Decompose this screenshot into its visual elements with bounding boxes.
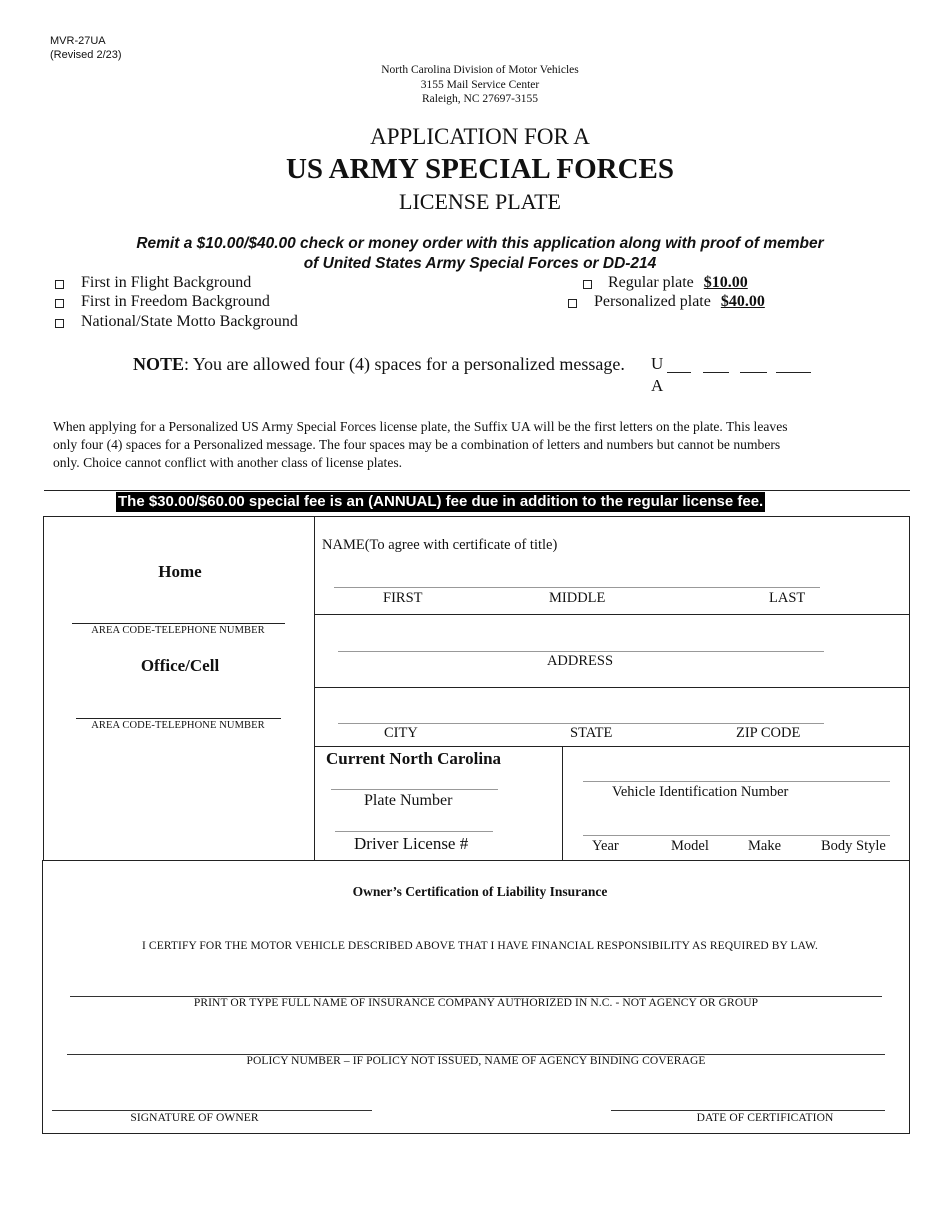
state-caption: STATE <box>570 725 613 741</box>
driver-license-caption: Driver License # <box>354 834 469 853</box>
office-phone-caption: AREA CODE-TELEPHONE NUMBER <box>91 720 265 731</box>
paragraph-line2: only four (4) spaces for a Personalized message. The four spaces may be a combination of letters and numbers but cannot be numbers <box>53 437 781 452</box>
address-field[interactable] <box>338 651 824 652</box>
fee-banner: The $30.00/$60.00 special fee is an (ANNUAL) fee due in addition to the regular license fee. <box>118 493 764 510</box>
signature-field[interactable] <box>52 1110 372 1111</box>
model-caption: Model <box>671 838 709 854</box>
agency-city: Raleigh, NC 27697-3155 <box>422 93 538 105</box>
policy-number-caption: POLICY NUMBER – IF POLICY NOT ISSUED, NAME OF AGENCY BINDING COVERAGE <box>246 1055 706 1067</box>
remit-line2: of United States Army Special Forces or DD-214 <box>303 255 657 272</box>
plate-number-field[interactable] <box>331 789 498 790</box>
city-field[interactable] <box>338 723 824 724</box>
checkbox-regular-plate[interactable] <box>583 280 592 289</box>
note-text: : You are allowed four (4) spaces for a personalized message. <box>184 354 625 374</box>
form-code: MVR-27UA <box>50 35 106 47</box>
message-slot-2[interactable] <box>703 372 729 373</box>
note-label: NOTE <box>133 354 185 374</box>
regular-plate-label: Regular plate <box>608 274 694 291</box>
office-phone-field[interactable] <box>76 718 281 719</box>
checkbox-first-in-freedom[interactable] <box>55 299 64 308</box>
city-caption: CITY <box>384 725 418 741</box>
vin-caption: Vehicle Identification Number <box>612 784 789 800</box>
signature-caption: SIGNATURE OF OWNER <box>130 1112 259 1124</box>
checkbox-motto[interactable] <box>55 319 64 328</box>
remit-line1: Remit a $10.00/$40.00 check or money order with this application along with proof of member <box>136 235 824 252</box>
option-motto: National/State Motto Background <box>81 313 298 330</box>
checkbox-personalized-plate[interactable] <box>568 299 577 308</box>
vehicle-details-field[interactable] <box>583 835 890 836</box>
agency-address: 3155 Mail Service Center <box>420 78 540 91</box>
message-slot-3[interactable] <box>740 372 767 373</box>
option-first-in-freedom: First in Freedom Background <box>81 293 270 310</box>
zip-caption: ZIP CODE <box>736 725 801 741</box>
date-field[interactable] <box>611 1110 885 1111</box>
certify-statement: I CERTIFY FOR THE MOTOR VEHICLE DESCRIBED ABOVE THAT I HAVE FINANCIAL RESPONSIBILITY AS REQUIRED BY LAW. <box>142 940 818 952</box>
home-phone-field[interactable] <box>72 623 285 624</box>
first-caption: FIRST <box>383 590 423 606</box>
paragraph-line1: When applying for a Personalized US Army Special Forces license plate, the Suffix UA will be the first letters on the plate. This leaves <box>53 419 788 434</box>
title-line1: APPLICATION FOR A <box>370 124 590 149</box>
address-caption: ADDRESS <box>546 653 614 669</box>
insurance-company-caption: PRINT OR TYPE FULL NAME OF INSURANCE COMPANY AUTHORIZED IN N.C. - NOT AGENCY OR GROUP <box>193 997 759 1009</box>
home-phone-caption: AREA CODE-TELEPHONE NUMBER <box>91 625 265 636</box>
message-slot-4[interactable] <box>776 372 811 373</box>
vin-field[interactable] <box>583 781 890 782</box>
last-caption: LAST <box>769 590 806 606</box>
title-line3: LICENSE PLATE <box>399 189 561 214</box>
name-field[interactable] <box>334 587 820 588</box>
prefix-u: U <box>651 354 664 373</box>
year-caption: Year <box>592 838 619 854</box>
prefix-a: A <box>651 376 664 395</box>
insurance-title: Owner’s Certification of Liability Insurance <box>352 884 608 899</box>
make-caption: Make <box>748 838 782 854</box>
option-first-in-flight: First in Flight Background <box>81 274 252 291</box>
agency-name: North Carolina Division of Motor Vehicles <box>381 64 579 76</box>
personalized-plate-label: Personalized plate <box>594 293 711 310</box>
plate-number-caption: Plate Number <box>364 792 453 809</box>
message-slot-1[interactable] <box>667 372 691 373</box>
body-style-caption: Body Style <box>821 838 886 854</box>
middle-caption: MIDDLE <box>549 590 606 606</box>
driver-license-field[interactable] <box>335 831 493 832</box>
office-label: Office/Cell <box>140 656 220 675</box>
regular-plate-price: $10.00 <box>703 274 748 291</box>
home-label: Home <box>158 562 202 581</box>
title-line2: US ARMY SPECIAL FORCES <box>285 153 675 185</box>
form-revised: (Revised 2/23) <box>50 49 122 61</box>
personalized-plate-price: $40.00 <box>720 293 765 310</box>
date-caption: DATE OF CERTIFICATION <box>696 1112 834 1124</box>
checkbox-first-in-flight[interactable] <box>55 280 64 289</box>
name-label: NAME(To agree with certificate of title) <box>322 537 558 553</box>
nc-header: Current North Carolina <box>326 749 502 768</box>
paragraph-line3: only. Choice cannot conflict with another class of license plates. <box>53 455 403 470</box>
